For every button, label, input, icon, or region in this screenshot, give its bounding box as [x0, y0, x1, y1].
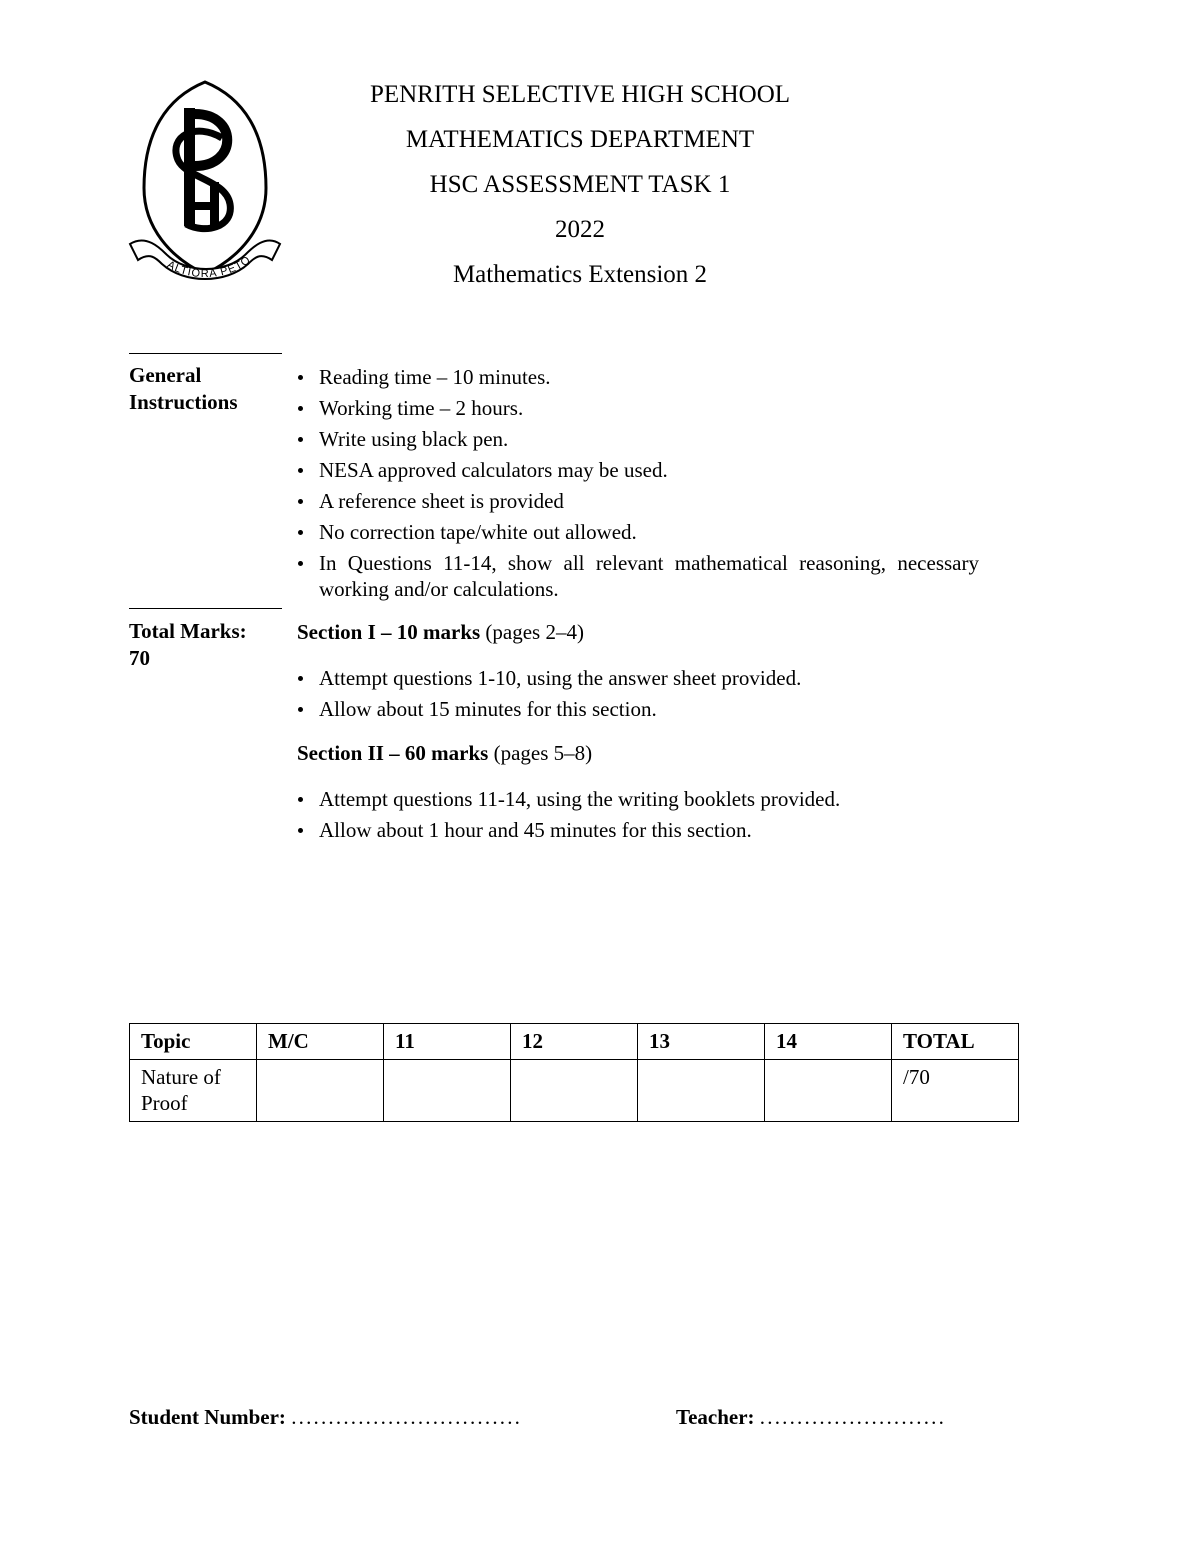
list-item: Allow about 15 minutes for this section. [296, 696, 801, 722]
total-marks-value: 70 [129, 646, 150, 670]
section-1-list [296, 665, 801, 727]
list-item: A reference sheet is provided [296, 488, 979, 514]
table-header-row [130, 1024, 1019, 1060]
mark-cell-13 [638, 1060, 765, 1122]
list-item: In Questions 11-14, show all relevant mathematical reasoning, necessary working and/or calculations. [296, 550, 979, 602]
topic-cell: Nature of Proof [130, 1060, 257, 1122]
list-item: Write using black pen. [296, 426, 979, 452]
section-2-heading: Section II – 60 marks (pages 5–8) [297, 741, 593, 765]
table-header-cell: M/C [257, 1024, 384, 1060]
table-header-cell: 12 [511, 1024, 638, 1060]
list-item: Reading time – 10 minutes. [296, 364, 979, 390]
logo-motto: ALTIORA PETO [165, 253, 254, 281]
student-number-field [129, 1404, 522, 1430]
table-header-cell: 11 [384, 1024, 511, 1060]
teacher-label: Teacher: [676, 1405, 755, 1429]
course-name: Mathematics Extension 2 [452, 261, 708, 288]
exam-year: 2022 [555, 216, 605, 243]
teacher-dots: ......................... [759, 1405, 947, 1429]
task-name: HSC ASSESSMENT TASK 1 [429, 171, 731, 198]
section-2-list [296, 786, 840, 848]
table-header-cell: TOTAL [892, 1024, 1019, 1060]
divider-total [129, 608, 282, 609]
table-header-cell: 13 [638, 1024, 765, 1060]
school-name: PENRITH SELECTIVE HIGH SCHOOL [369, 81, 791, 108]
teacher-field [676, 1404, 946, 1430]
total-marks-label: Total Marks: 70 [129, 619, 247, 670]
marks-table [129, 1023, 1019, 1122]
general-instructions-label: General Instructions [129, 363, 238, 414]
student-number-label: Student Number: [129, 1405, 286, 1429]
list-item: Working time – 2 hours. [296, 395, 979, 421]
mark-cell-mc [257, 1060, 384, 1122]
divider-general [129, 353, 282, 354]
table-row [130, 1060, 1019, 1122]
mark-cell-14 [765, 1060, 892, 1122]
mark-cell-11 [384, 1060, 511, 1122]
student-number-dots: ............................... [291, 1405, 523, 1429]
table-header-cell: Topic [130, 1024, 257, 1060]
list-item: No correction tape/white out allowed. [296, 519, 979, 545]
general-instructions-list [296, 364, 979, 607]
page-header [330, 72, 830, 297]
section-1-heading: Section I – 10 marks (pages 2–4) [297, 620, 584, 644]
list-item: Attempt questions 11-14, using the writing booklets provided. [296, 786, 840, 812]
department-name: MATHEMATICS DEPARTMENT [405, 126, 755, 153]
mark-cell-12 [511, 1060, 638, 1122]
list-item: NESA approved calculators may be used. [296, 457, 979, 483]
school-crest-logo [126, 78, 284, 284]
mark-cell-total: /70 [892, 1060, 1019, 1122]
list-item: Attempt questions 1-10, using the answer sheet provided. [296, 665, 801, 691]
list-item: Allow about 1 hour and 45 minutes for this section. [296, 817, 840, 843]
table-header-cell: 14 [765, 1024, 892, 1060]
